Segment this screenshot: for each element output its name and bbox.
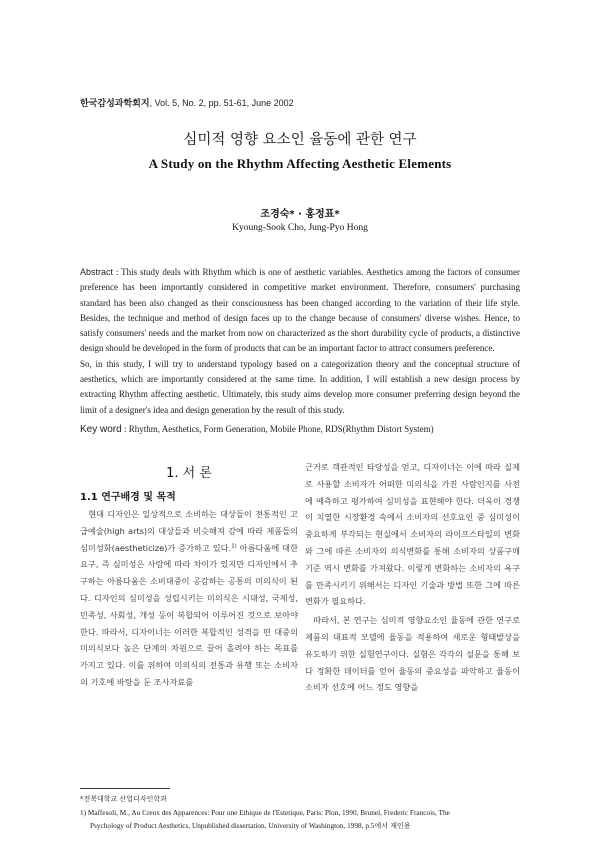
footnote-marker: 1) bbox=[231, 542, 237, 549]
footnote-reference-1-suffix: 에서 재인용 bbox=[374, 822, 411, 830]
body-text-a: 현대 디자인은 일상적으로 소비하는 대상들이 전통적인 고급예술(high arts)의 대상들과 비슷해져 감에 따라 제품들의 심미성화(aestheticize)가 증가하고 있다. bbox=[80, 509, 298, 553]
footnote-divider bbox=[80, 788, 170, 789]
paper-title-korean: 심미적 영향 요소인 율동에 관한 연구 bbox=[183, 132, 417, 148]
footnote-reference-1-line2: Psychology of Product Aesthetics, Unpublished dissertation, University of Washington, 1998, p.5 bbox=[90, 821, 375, 830]
keyword-list: : Rhythm, Aesthetics, Form Generation, Mobile Phone, RDS(Rhythm Distort System) bbox=[123, 424, 434, 434]
abstract-paragraph-1 bbox=[80, 265, 520, 357]
body-text-c: 따라서, 본 연구는 심미적 영향요소인 율동에 관한 연구로 제품의 대표적 모델에 율동을 적용하여 새로운 형태발상을 유도하기 위한 실험연구이다. 실험은 각각의 설문을 통해 보다 정확한 데이터를 얻어 율동의 중요성을 파악하고 율동이 소비자 선호에 어느 정도 영향을 bbox=[305, 615, 520, 693]
footnotes bbox=[80, 793, 520, 833]
keyword-label: Key word bbox=[80, 424, 122, 435]
paper-title-english: A Study on the Rhythm Affecting Aesthetic Elements bbox=[148, 156, 452, 171]
keywords bbox=[80, 424, 520, 435]
body-paragraph-continued: 근거로 객관적인 타당성을 얻고, 디자이너는 이에 따라 실제로 사용할 소비자가 어떠한 미의식을 가진 사람인지를 사전에 예측하고 평가하여 심미성을 표현해야 한다. 더욱이 경쟁이 치열한 시장환경 속에서 소비자의 선호요인 중 심미성이 중요하게 부각되는 현실에서 소비자의 라이프스타일의 변화와 그에 따른 소비자의 의식변화를 통해 소비자의 상품구매 기준 역시 변화를 가져왔다. 이렇게 변화하는 소비자의 욕구를 만족시키기 위해서는 디자인 기술과 방법 또한 그에 따른 변화가 필요하다. bbox=[305, 462, 520, 607]
abstract-text-1: : This study deals with Rhythm which is one of aesthetic variables. Aesthetics among the factors of consumer preference has been importantly considered in competitive market environment. Therefore, consumers' purchasing standard has been also changed as their consciousness has been changed according to the variation of their life style. Besides, the technique and method of design faces up to the change because of consumers' diverse wishes. Hence, to satisfy consumers' needs and the market from now on characterized as the short durability cycle of products, a distinctive design should be developed in the form of products that can be an important factor to attract consumers preference. bbox=[80, 267, 521, 354]
subsection-heading: 1.1 연구배경 및 목적 bbox=[80, 492, 176, 503]
journal-citation bbox=[80, 96, 294, 109]
footnote-affiliation: *전북대학교 산업디자인학과 bbox=[80, 795, 167, 803]
journal-volume-info: , Vol. 5, No. 2, pp. 51-61, June 2002 bbox=[149, 98, 294, 108]
footnote-reference-1: 1) Maffesoli, M., Au Creux des Apparences: Pour une Ethique de l'Estetique, Paris: Plon, 1990, Brunel, Frederic Francois, The bbox=[80, 808, 450, 817]
abstract bbox=[80, 265, 520, 418]
authors-english: Kyoung-Sook Cho, Jung-Pyo Hong bbox=[232, 223, 368, 233]
body-column-left bbox=[80, 506, 298, 691]
abstract-label: Abstract bbox=[80, 267, 114, 277]
body-paragraph bbox=[80, 506, 298, 691]
abstract-paragraph-2: So, in this study, I will try to understand typology based on a categorization theory and the conceptual structure of aesthetics, which are importantly considered at the same time. In addition, I will establish a new design process by extracting Rhythm affecting aesthetic. Ultimately, this study aims develop more consumer preferring design beyond the limit of a designer's idea and design generation by the result of this study. bbox=[80, 358, 520, 415]
footnote-reference-1-cont bbox=[80, 819, 520, 833]
body-text-b: 아름다움에 대한 요구, 즉 심미성은 사람에 따라 차이가 있지만 디자인에서 추구하는 아름다움은 소비대중이 공감하는 공통의 미의식이 된다. 디자인의 심미성을 성립시키는 미의식은 시대성, 국제성, 민족성, 사회성, 개성 등이 복합되어 이루어진 것으로 보아야 한다. 따라서, 디자이너는 이러한 복합적인 성격을 띤 대중의 미의식보다 높은 단계의 차원으로 끌어 올려야 하는 목표를 가지고 있다. 이를 위하여 미의식의 전통과 유행 또는 소비자의 기호에 바탕을 둔 조사자료를 bbox=[80, 542, 298, 687]
body-column-right bbox=[305, 459, 520, 696]
authors-korean: 조경숙* · 홍정표* bbox=[260, 209, 340, 220]
section-heading: 1. 서 론 bbox=[166, 466, 212, 481]
body-paragraph bbox=[305, 612, 520, 696]
journal-name: 한국감성과학회지 bbox=[80, 98, 150, 108]
